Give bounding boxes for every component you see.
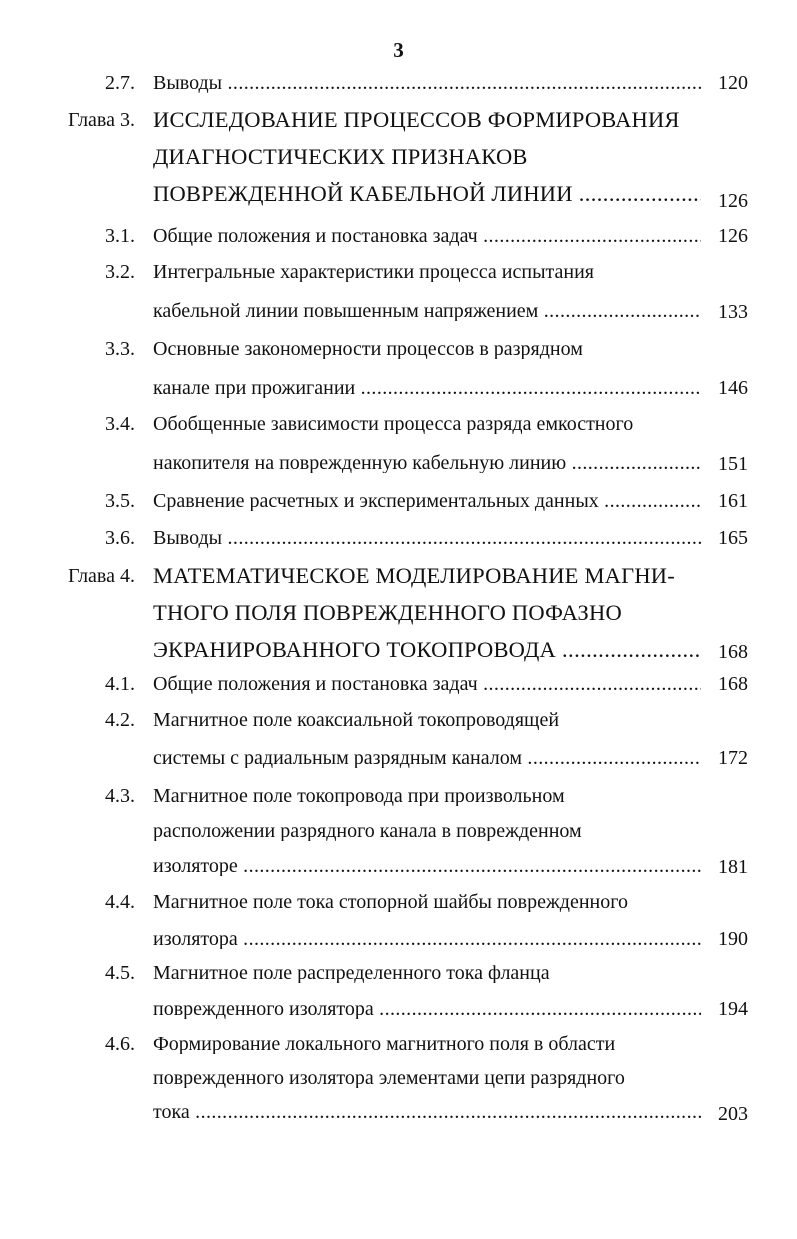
toc-entry-title-line: поврежденного изолятора элементами цепи разрядного xyxy=(153,1068,625,1088)
toc-entry-number: 3.2. xyxy=(105,261,135,283)
toc-entry-title-line: МАТЕМАТИЧЕСКОЕ МОДЕЛИРОВАНИЕ МАГНИ- xyxy=(153,564,675,588)
toc-entry-title-line: Основные закономерности процессов в разрядном xyxy=(153,339,583,359)
toc-entry-page: 194 xyxy=(718,998,748,1020)
toc-entry-page: 203 xyxy=(718,1103,748,1125)
toc-entry-number: 3.1. xyxy=(105,225,135,247)
toc-entry-page: 146 xyxy=(718,377,748,399)
toc-entry-page: 168 xyxy=(718,641,748,663)
toc-entry-page: 161 xyxy=(718,490,748,512)
page-number: 3 xyxy=(393,38,404,62)
toc-entry-page: 151 xyxy=(718,453,748,475)
toc-entry-title-line: Общие положения и постановка задач ..... xyxy=(153,674,701,694)
toc-entry-title-line: канале при прожигании ..... xyxy=(153,378,701,398)
toc-entry-title-line: Формирование локального магнитного поля в области xyxy=(153,1034,616,1054)
toc-entry-number: 4.4. xyxy=(105,891,135,913)
toc-entry-title-line: Выводы ..... xyxy=(153,528,701,548)
toc-entry-number: 4.5. xyxy=(105,962,135,984)
toc-entry-number: 2.7. xyxy=(105,72,135,94)
toc-entry-number: Глава 4. xyxy=(68,565,135,587)
toc-entry-page: 120 xyxy=(718,72,748,94)
toc-entry-number: 4.2. xyxy=(105,709,135,731)
toc-entry-page: 181 xyxy=(718,856,748,878)
toc-entry-title-line: Обобщенные зависимости процесса разряда емкостного xyxy=(153,414,634,434)
toc-entry-title-line: системы с радиальным разрядным каналом ..... xyxy=(153,748,701,768)
toc-entry-title-line: кабельной линии повышенным напряжением ..... xyxy=(153,301,701,321)
toc-entry-page: 133 xyxy=(718,301,748,323)
toc-entry-title-line: ПОВРЕЖДЕННОЙ КАБЕЛЬНОЙ ЛИНИИ ..... xyxy=(153,182,701,206)
toc-entry-title-line: расположении разрядного канала в поврежденном xyxy=(153,821,582,841)
toc-entry-title-line: Магнитное поле распределенного тока фланца xyxy=(153,963,550,983)
toc-entry-number: 3.6. xyxy=(105,527,135,549)
toc-entry-number: 3.5. xyxy=(105,490,135,512)
toc-entry-title-line: изоляторе ..... xyxy=(153,856,701,876)
toc-entry-title-line: Выводы ..... xyxy=(153,73,701,93)
toc-entry-page: 126 xyxy=(718,190,748,212)
toc-entry-title-line: ТНОГО ПОЛЯ ПОВРЕЖДЕННОГО ПОФАЗНО xyxy=(153,601,622,625)
toc-entry-title-line: Интегральные характеристики процесса испытания xyxy=(153,262,594,282)
toc-entry-number: 4.1. xyxy=(105,673,135,695)
toc-entry-number: 4.6. xyxy=(105,1033,135,1055)
toc-entry-title-line: Магнитное поле токопровода при произвольном xyxy=(153,786,565,806)
toc-entry-title-line: накопителя на поврежденную кабельную линию ..... xyxy=(153,453,701,473)
toc-entry-title-line: ИССЛЕДОВАНИЕ ПРОЦЕССОВ ФОРМИРОВАНИЯ xyxy=(153,108,680,132)
toc-entry-page: 168 xyxy=(718,673,748,695)
toc-entry-number: 3.3. xyxy=(105,338,135,360)
toc-entry-title-line: ЭКРАНИРОВАННОГО ТОКОПРОВОДА ..... xyxy=(153,638,701,662)
toc-entry-title-line: поврежденного изолятора ..... xyxy=(153,999,701,1019)
toc-entry-page: 190 xyxy=(718,928,748,950)
toc-entry-title-line: Сравнение расчетных и экспериментальных данных ..... xyxy=(153,491,701,511)
toc-entry-page: 172 xyxy=(718,747,748,769)
toc-entry-title-line: Магнитное поле коаксиальной токопроводящей xyxy=(153,710,560,730)
toc-entry-title-line: Общие положения и постановка задач ..... xyxy=(153,226,701,246)
toc-entry-number: Глава 3. xyxy=(68,109,135,131)
toc-entry-page: 126 xyxy=(718,225,748,247)
toc-entry-title-line: изолятора ..... xyxy=(153,929,701,949)
toc-entry-page: 165 xyxy=(718,527,748,549)
toc-entry-title-line: ДИАГНОСТИЧЕСКИХ ПРИЗНАКОВ xyxy=(153,145,528,169)
toc-entry-title-line: Магнитное поле тока стопорной шайбы поврежденного xyxy=(153,892,628,912)
toc-entry-number: 4.3. xyxy=(105,785,135,807)
toc-entry-title-line: тока ..... xyxy=(153,1102,701,1122)
toc-entry-number: 3.4. xyxy=(105,413,135,435)
